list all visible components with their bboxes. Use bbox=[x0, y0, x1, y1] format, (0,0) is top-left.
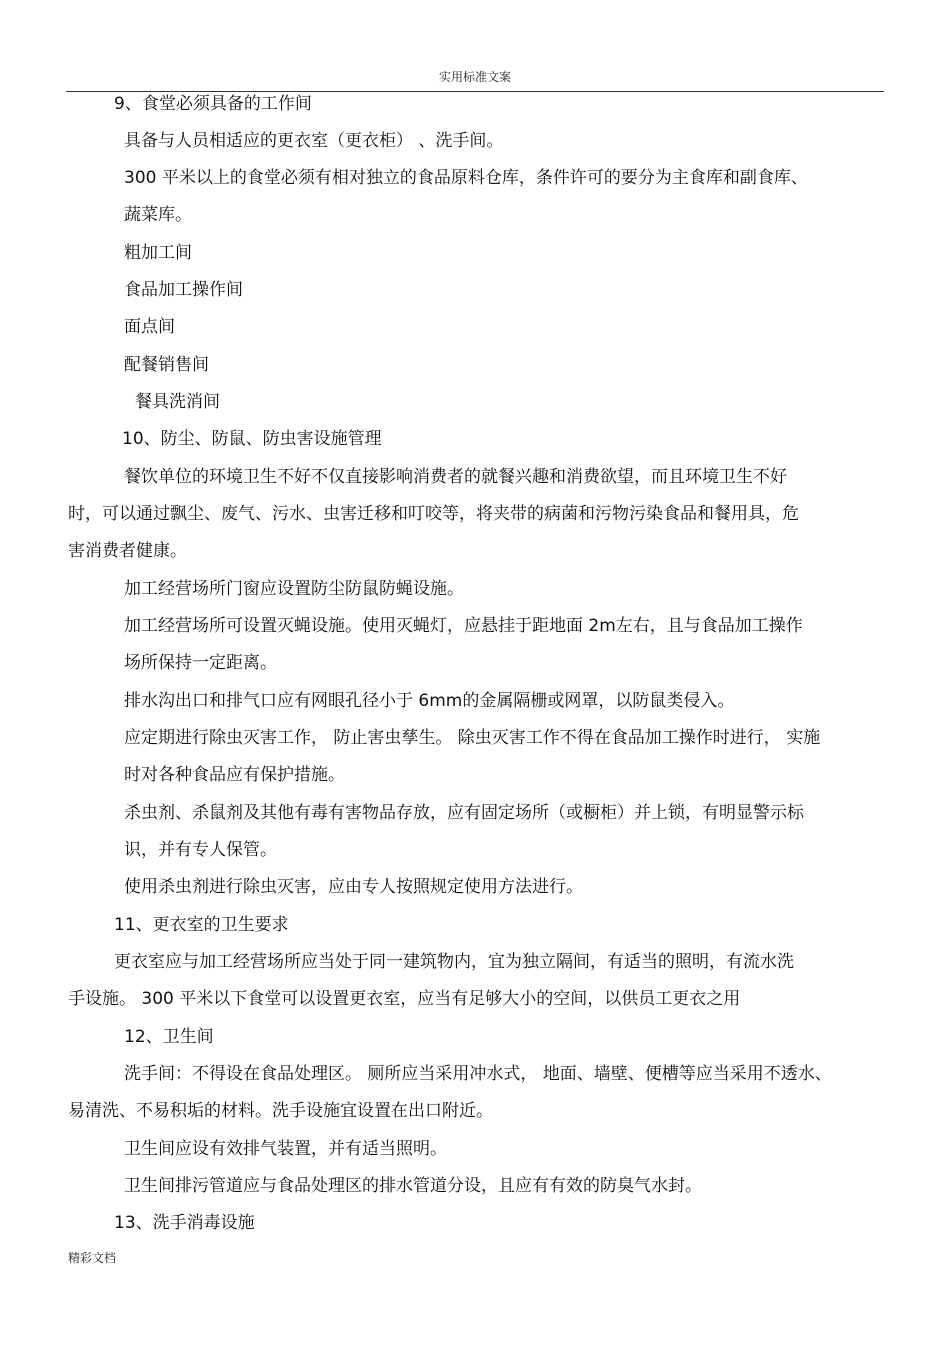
paragraph-line: 排水沟出口和排气口应有网眼孔径小于 6mm的金属隔栅或网罩，以防鼠类侵入。 bbox=[124, 691, 735, 711]
page-header: 实用标准文案 bbox=[438, 70, 511, 84]
paragraph-line: 蔬菜库。 bbox=[124, 205, 192, 225]
paragraph-line: 杀虫剂、杀鼠剂及其他有毒有害物品存放，应有固定场所（或橱柜）并上锁，有明显警示标 bbox=[124, 803, 804, 823]
section-heading-13: 13、洗手消毒设施 bbox=[114, 1213, 255, 1233]
list-item: 餐具洗消间 bbox=[135, 392, 220, 412]
paragraph-line: 手设施。 300 平米以下食堂可以设置更衣室，应当有足够大小的空间，以供员工更衣之用 bbox=[68, 989, 741, 1009]
paragraph-line: 场所保持一定距离。 bbox=[124, 653, 277, 673]
paragraph-line: 加工经营场所可设置灭蝇设施。使用灭蝇灯，应悬挂于距地面 2m左右，且与食品加工操作 bbox=[124, 616, 803, 636]
paragraph-line: 卫生间排污管道应与食品处理区的排水管道分设，且应有有效的防臭气水封。 bbox=[124, 1176, 702, 1196]
paragraph-line: 加工经营场所门窗应设置防尘防鼠防蝇设施。 bbox=[124, 579, 464, 599]
list-item: 配餐销售间 bbox=[124, 355, 209, 375]
list-item: 面点间 bbox=[124, 317, 175, 337]
paragraph-line: 应定期进行除虫灭害工作， 防止害虫孳生。 除虫灭害工作不得在食品加工操作时进行， 实施 bbox=[124, 728, 821, 748]
paragraph-line: 300 平米以上的食堂必须有相对独立的食品原料仓库，条件许可的要分为主食库和副食库、 bbox=[124, 168, 808, 188]
paragraph-line: 害消费者健康。 bbox=[68, 541, 187, 561]
paragraph-line: 识，并有专人保管。 bbox=[124, 840, 277, 860]
section-heading-9: 9、食堂必须具备的工作间 bbox=[114, 94, 312, 114]
list-item: 粗加工间 bbox=[124, 243, 192, 263]
paragraph-line: 时，可以通过飘尘、废气、污水、虫害迁移和叮咬等，将夹带的病菌和污物污染食品和餐用具，危 bbox=[68, 504, 799, 524]
paragraph-line: 具备与人员相适应的更衣室（更衣柜） 、洗手间。 bbox=[124, 131, 504, 151]
paragraph-line: 餐饮单位的环境卫生不好不仅直接影响消费者的就餐兴趣和消费欲望，而且环境卫生不好 bbox=[124, 467, 787, 487]
section-heading-12: 12、卫生间 bbox=[124, 1027, 214, 1047]
section-heading-11: 11、更衣室的卫生要求 bbox=[114, 915, 289, 935]
paragraph-line: 易清洗、不易积垢的材料。洗手设施宜设置在出口附近。 bbox=[68, 1101, 493, 1121]
header-rule bbox=[66, 91, 884, 92]
paragraph-line: 时对各种食品应有保护措施。 bbox=[124, 765, 345, 785]
paragraph-line: 卫生间应设有效排气装置，并有适当照明。 bbox=[124, 1139, 447, 1159]
paragraph-line: 洗手间：不得设在食品处理区。 厕所应当采用冲水式， 地面、墙壁、便槽等应当采用不透水、 bbox=[124, 1064, 832, 1084]
section-heading-10: 10、防尘、防鼠、防虫害设施管理 bbox=[122, 429, 382, 449]
list-item: 食品加工操作间 bbox=[124, 280, 243, 300]
paragraph-line: 更衣室应与加工经营场所应当处于同一建筑物内，宜为独立隔间，有适当的照明，有流水洗 bbox=[114, 952, 794, 972]
paragraph-line: 使用杀虫剂进行除虫灭害，应由专人按照规定使用方法进行。 bbox=[124, 877, 583, 897]
page-footer: 精彩文档 bbox=[68, 1251, 117, 1265]
